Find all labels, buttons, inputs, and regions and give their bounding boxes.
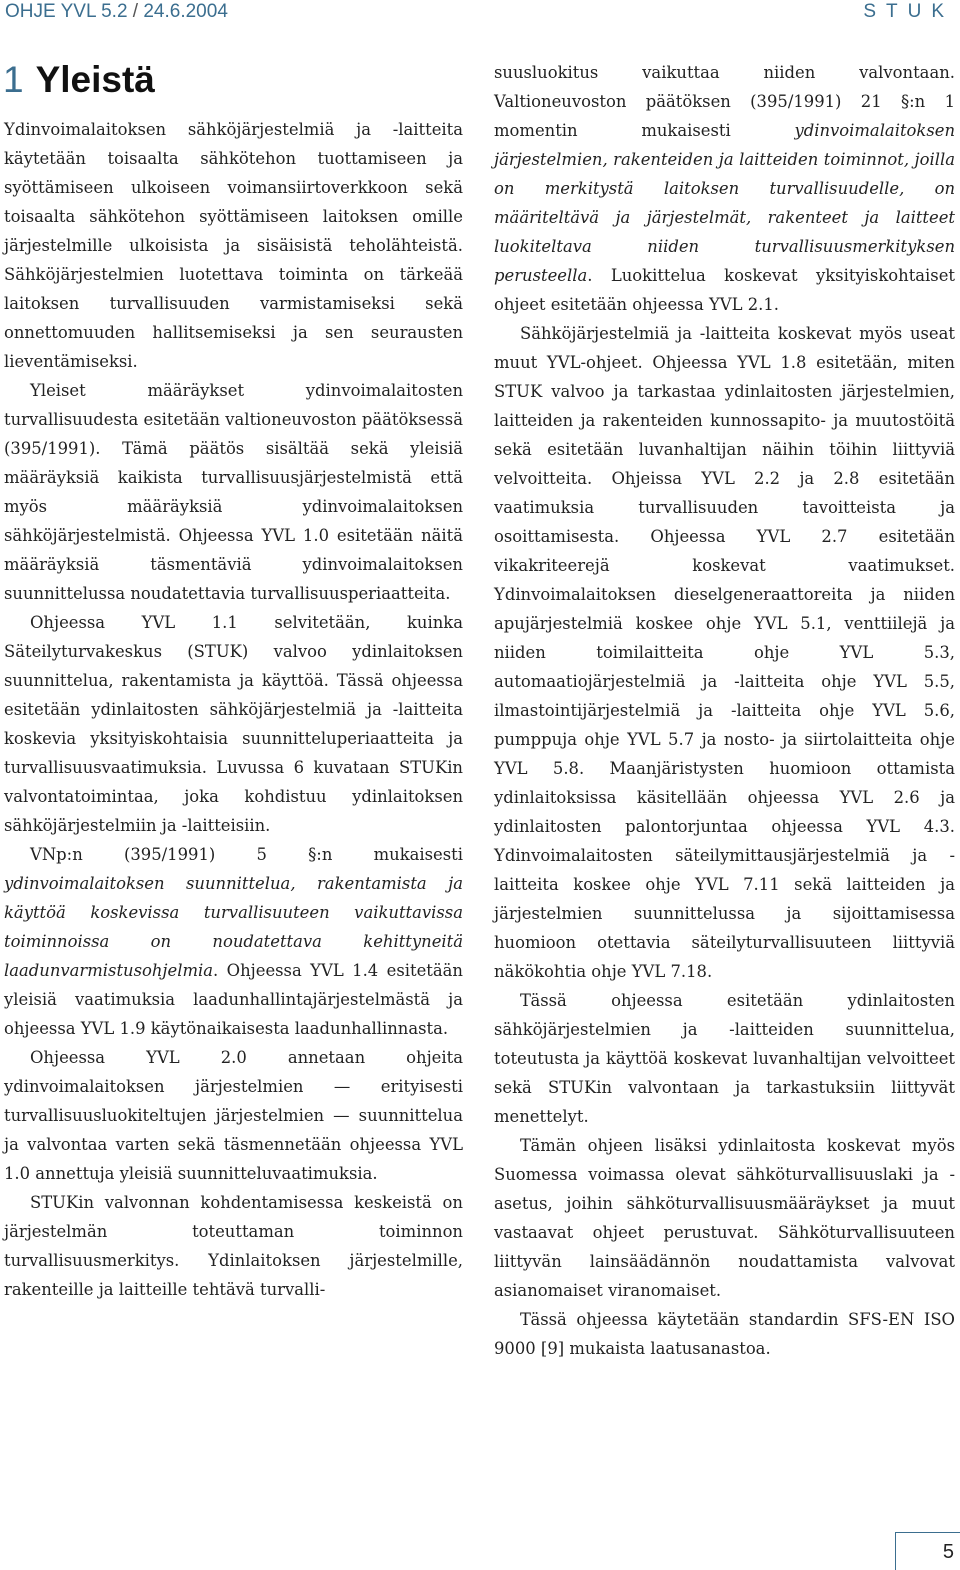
header-doc-id: OHJE YVL 5.2 — [5, 1, 128, 22]
right-column — [494, 58, 955, 1363]
header-doc-info — [5, 0, 228, 24]
header-date: 24.6.2004 — [143, 1, 228, 22]
paragraph: Tässä ohjeessa esitetään ydinlaitosten sähköjärjestelmien ja -laitteiden suunnittelua, toteutusta ja käyttöä koskevat luvanhaltijan velvoitteet sekä STUKin valvontaan ja tarkastuksiin liittyvät menettelyt. — [494, 991, 955, 1126]
paragraph-text: . Luokittelua koskevat yksityiskohtaiset ohjeet esitetään ohjeessa YVL 2.1. — [494, 266, 955, 314]
paragraph-text: suusluokitus vaikuttaa niiden valvontaan. Valtioneuvoston päätöksen (395/1991) 21 §:n 1 momentin mukaisesti — [494, 63, 955, 140]
paragraph: Tämän ohjeen lisäksi ydinlaitosta koskevat myös Suomessa voimassa olevat sähköturvallisuuslaki ja -asetus, joihin sähköturvallisuusmääräykset ja muut vastaavat ohjeet perustuvat. Sähköturvallisuuteen liittyvän lainsäädännön noudattamista valvovat asianomaiset viranomaiset. — [494, 1136, 955, 1300]
paragraph — [4, 840, 463, 1043]
paragraph — [494, 58, 955, 319]
page-number: 5 — [942, 1541, 954, 1563]
section-heading — [3, 58, 155, 102]
paragraph: Ydinvoimalaitoksen sähköjärjestelmiä ja -laitteita käytetään toisaalta sähkötehon tuottamiseen ja syöttämiseen ulkoiseen voimansiirtoverkkoon sekä toisaalta sähkötehon syöttämiseen laitoksen omille järjestelmille ulkoisista ja sisäisistä teholähteistä. Sähköjärjestelmien luotettava toiminta on tärkeää laitoksen turvallisuuden varmistamiseksi sekä onnettomuuden hallitsemiseksi ja sen seurausten lieventämiseksi. — [4, 120, 463, 371]
quoted-regulation: ydinvoimalaitoksen suunnittelua, rakentamista ja käyttöä koskevissa turvallisuuteen vaikuttavissa toiminnoissa on noudatettava kehittyneitä laadunvarmistusohjelmia — [4, 874, 463, 980]
left-column — [4, 115, 463, 1304]
section-title: Yleistä — [35, 59, 155, 100]
paragraph: Ohjeessa YVL 2.0 annetaan ohjeita ydinvoimalaitoksen järjestelmien — erityisesti turvallisuusluokiteltujen järjestelmien — suunnittelua ja valvontaa varten sekä täsmennetään ohjeessa YVL 1.0 annettuja yleisiä suunnitteluvaatimuksia. — [4, 1048, 463, 1183]
paragraph-text: . Ohjeessa YVL 1.4 esitetään yleisiä vaatimuksia laadunhallintajärjestelmästä ja ohjeessa YVL 1.9 käytönaikaisesta laadunhallinnasta. — [4, 961, 463, 1038]
paragraph: Ohjeessa YVL 1.1 selvitetään, kuinka Säteilyturvakeskus (STUK) valvoo ydinlaitoksen suunnittelua, rakentamista ja käyttöä. Tässä ohjeessa esitetään ydinlaitosten sähköjärjestelmiä ja -laitteita koskevia yksityiskohtaisia suunnitteluperiaatteita ja turvallisuusvaatimuksia. Luvussa 6 kuvataan STUKin valvontatoimintaa, joka kohdistuu ydinlaitoksen sähköjärjestelmiin ja -laitteisiin. — [4, 613, 463, 835]
paragraph: Sähköjärjestelmiä ja -laitteita koskevat myös useat muut YVL-ohjeet. Ohjeessa YVL 1.8 esitetään, miten STUK valvoo ja tarkastaa ydinlaitosten järjestelmien, laitteiden ja rakenteiden kunnossapito- ja muutostöitä sekä esitetään luvanhaltijan näihin töihin liittyviä velvoitteita. Ohjeissa YVL 2.2 ja 2.8 esitetään vaatimuksia turvallisuuden tavoitteista ja osoittamisesta. Ohjeessa YVL 2.7 esitetään vikakriteerejä koskevat vaatimukset. Ydinvoimalaitoksen dieselgeneraattoreita ja niiden apujärjestelmiä koskee ohje YVL 5.1, venttiilejä ja niiden toimilaitteita ohje YVL 5.3, automaatiojärjestelmiä ja -laitteita ohje YVL 5.5, ilmastointijärjestelmiä ja -laitteita ohje YVL 5.6, pumppuja ohje YVL 5.7 ja nosto- ja siirtolaitteita ohje YVL 5.8. Maanjäristysten huomioon ottamista ydinlaitoksissa käsitellään ohjeessa YVL 2.6 ja ydinlaitosten palontorjuntaa ohjeessa YVL 4.3. Ydinvoimalaitosten säteilymittausjärjestelmiä ja -laitteita koskee ohje YVL 7.11 sekä laitteiden ja järjestelmien suunnittelussa ja sijoittamisessa huomioon otettavia säteilyturvallisuuteen liittyviä näkökohtia ohje YVL 7.18. — [494, 324, 955, 981]
header-separator: / — [127, 1, 144, 22]
paragraph: STUKin valvonnan kohdentamisessa keskeistä on järjestelmän toteuttaman toiminnon turvallisuusmerkitys. Ydinlaitoksen järjestelmille, rakenteille ja laitteille tehtävä turvalli- — [4, 1193, 463, 1299]
paragraph: Tässä ohjeessa käytetään standardin SFS-EN ISO 9000 [9] mukaista laatusanastoa. — [494, 1310, 955, 1358]
quoted-regulation: ydinvoimalaitoksen järjestelmien, rakenteiden ja laitteiden toiminnot, joilla on merkitystä laitoksen turvallisuudelle, on määriteltävä ja järjestelmät, rakenteet ja laitteet luokiteltava niiden turvallisuusmerkityksen perusteella — [494, 121, 955, 285]
section-number: 1 — [3, 59, 24, 100]
page-header — [0, 0, 960, 26]
paragraph: Yleiset määräykset ydinvoimalaitosten turvallisuudesta esitetään valtioneuvoston päätöksessä (395/1991). Tämä päätös sisältää sekä yleisiä määräyksiä kaikista turvallisuusjärjestelmistä että myös määräyksiä ydinvoimalaitoksen sähköjärjestelmistä. Ohjeessa YVL 1.0 esitetään näitä määräyksiä täsmentäviä ydinvoimalaitoksen suunnittelussa noudatettavia turvallisuusperiaatteita. — [4, 381, 463, 603]
paragraph-text: VNp:n (395/1991) 5 §:n mukaisesti — [30, 845, 463, 864]
header-org: STUK — [863, 1, 954, 22]
